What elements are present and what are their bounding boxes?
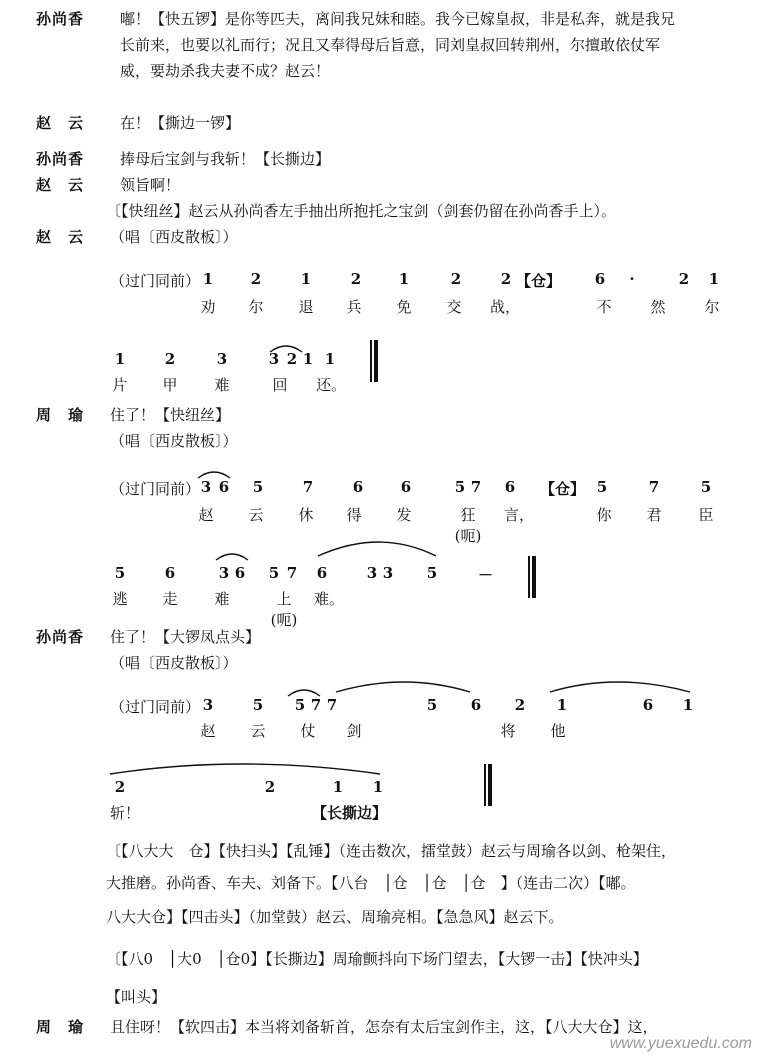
slur [336,682,470,692]
note: 5 [700,478,712,496]
note: 6 [642,696,654,714]
speaker-sun-1: 孙尚香 [36,10,85,28]
note: 1 [202,270,214,288]
dialogue-line: 住了！【快纽丝】 [110,406,231,424]
note: 6 [594,270,606,288]
lyric: 回 [272,376,288,394]
note: 1 [682,696,694,714]
note: 2 [514,696,526,714]
dialogue-line: 在！【撕边一锣】 [120,114,241,132]
note: 5 [426,696,438,714]
speaker-zhou-2: 周 瑜 [36,1018,85,1036]
lyric: 言， [504,506,535,524]
lyric: 你 [596,506,612,524]
barline [528,556,530,598]
lyric: 片 [112,376,128,394]
tag-label: 【长撕边】 [312,804,388,822]
speaker-zhao-1: 赵 云 [36,114,85,132]
note: 6 [164,564,176,582]
lyric: 发 [396,506,412,524]
slur [318,542,436,556]
lyric: 臣 [698,506,714,524]
speaker-zhao-2: 赵 云 [36,176,85,194]
lyric: 交 [446,298,462,316]
note: 6 [218,478,230,496]
note: 7 [326,696,338,714]
lyric: 然 [650,298,666,316]
note: 3 [268,350,280,368]
note: 7 [286,564,298,582]
speaker-zhou-1: 周 瑜 [36,406,85,424]
note: 1 [302,350,314,368]
lyric: 云 [248,506,264,524]
lyric: 战， [490,298,521,316]
note: 1 [300,270,312,288]
note: 2 [678,270,690,288]
note: 6 [234,564,246,582]
note: 5 [596,478,608,496]
final-barline [488,764,492,806]
note: 6 [316,564,328,582]
note: 1 [324,350,336,368]
note: 3 [202,696,214,714]
note: 1 [332,778,344,796]
intro-label: （过门同前） [110,480,201,498]
lyric: 赵 [200,722,216,740]
note: 2 [350,270,362,288]
note: 3 [382,564,394,582]
intro-label: （过门同前） [110,272,201,290]
note: · [629,270,635,288]
note: 2 [114,778,126,796]
lyric: 不 [596,298,612,316]
stage-direction: 〔【八大大 仓】【快扫头】【乱锤】（连击数次，擂堂鼓）赵云与周瑜各以剑、枪架住， [106,842,677,860]
slur [110,764,380,774]
intro-label: （过门同前） [110,698,201,716]
note: 2 [164,350,176,368]
note: 1 [556,696,568,714]
lyric: 还。 [316,376,347,394]
note: 2 [500,270,512,288]
stage-direction: 〔【快纽丝】赵云从孙尚香左手抽出所抱托之宝剑（剑套仍留在孙尚香手上）。 [106,202,617,220]
lyric: 赵 [198,506,214,524]
note: 5 [114,564,126,582]
stage-direction: 〔【八0 │大0 │仓0】【长撕边】周瑜颤抖向下场门望去，【大锣一击】【快冲头】 [106,950,648,968]
lyric: 逃 [112,590,128,608]
speaker-sun-3: 孙尚香 [36,628,85,646]
lyric: 狂(呃) [454,506,482,545]
note: 5 [268,564,280,582]
note: 5 [252,478,264,496]
note: 6 [352,478,364,496]
dialogue-line: 领旨啊！ [120,176,181,194]
lyric: 劝 [200,298,216,316]
lyric: 君 [646,506,662,524]
gong-label: 【仓】 [540,480,586,498]
lyric: 得 [346,506,362,524]
note: 1 [708,270,720,288]
slur [216,554,248,560]
note: 2 [450,270,462,288]
note: 7 [648,478,660,496]
note: 7 [310,696,322,714]
note: 7 [470,478,482,496]
lyric: 上(呃) [270,590,298,629]
sing-direction: （唱〔西皮散板〕） [110,654,238,672]
lyric: 走 [162,590,178,608]
note: 7 [302,478,314,496]
lyric: 仗 [300,722,316,740]
note: 5 [426,564,438,582]
dialogue-line: 威，要劫杀我夫妻不成？赵云！ [120,62,331,80]
note: 6 [470,696,482,714]
dialogue-line: 嘟！【快五锣】是你等匹夫，离间我兄妹和睦。我今已嫁皇叔，非是私奔，就是我兄 [120,10,676,28]
dialogue-line: 且住呀！【软四击】本当将刘备斩首，怎奈有太后宝剑作主，这，【八大大仓】这， [110,1018,658,1036]
lyric: 难。 [314,590,345,608]
sing-direction: （唱〔西皮散板〕） [110,432,238,450]
sing-direction: （唱〔西皮散板〕） [110,228,238,246]
rest-dash: － [478,566,494,584]
stage-direction: 大推磨。孙尚香、车夫、刘备下。【八台 │仓 │仓 │仓 】（连击二次）【嘟。 [106,874,636,892]
note: 1 [114,350,126,368]
lyric: 甲 [162,376,178,394]
note: 2 [286,350,298,368]
barline [370,340,372,382]
lyric: 尔 [248,298,264,316]
note: 2 [264,778,276,796]
lyric: 兵 [346,298,362,316]
lyric: 剑 [346,722,362,740]
note: 5 [454,478,466,496]
watermark: www.yuexuedu.com [609,1035,752,1052]
lyric: 休 [298,506,314,524]
stage-direction: 【叫头】 [106,988,167,1006]
slur [550,682,690,692]
note: 3 [200,478,212,496]
note: 3 [216,350,228,368]
lyric: 退 [298,298,314,316]
lyric: 他 [550,722,566,740]
note: 6 [504,478,516,496]
lyric: 云 [250,722,266,740]
note: 1 [398,270,410,288]
lyric: 难 [214,590,230,608]
speaker-zhao-3: 赵 云 [36,228,85,246]
final-barline [532,556,536,598]
gong-label: 【仓】 [516,272,562,290]
barline [484,764,486,806]
note: 5 [294,696,306,714]
note: 3 [366,564,378,582]
dialogue-line: 长前来，也要以礼而行；况且又奉得母后旨意，同刘皇叔回转荆州，尔擅敢依仗军 [120,36,661,54]
speaker-sun-2: 孙尚香 [36,150,85,168]
lyric: 斩！ [110,804,141,822]
lyric: 尔 [704,298,720,316]
lyric: 将 [500,722,516,740]
lyric: 免 [396,298,412,316]
dialogue-line: 捧母后宝剑与我斩！【长撕边】 [120,150,331,168]
dialogue-line: 住了！【大锣凤点头】 [110,628,261,646]
final-barline [374,340,378,382]
note: 3 [218,564,230,582]
note: 2 [250,270,262,288]
note: 5 [252,696,264,714]
stage-direction: 八大大仓】【四击头】（加堂鼓）赵云、周瑜亮相。【急急风】赵云下。 [106,908,564,926]
lyric: 难 [214,376,230,394]
note: 1 [372,778,384,796]
note: 6 [400,478,412,496]
